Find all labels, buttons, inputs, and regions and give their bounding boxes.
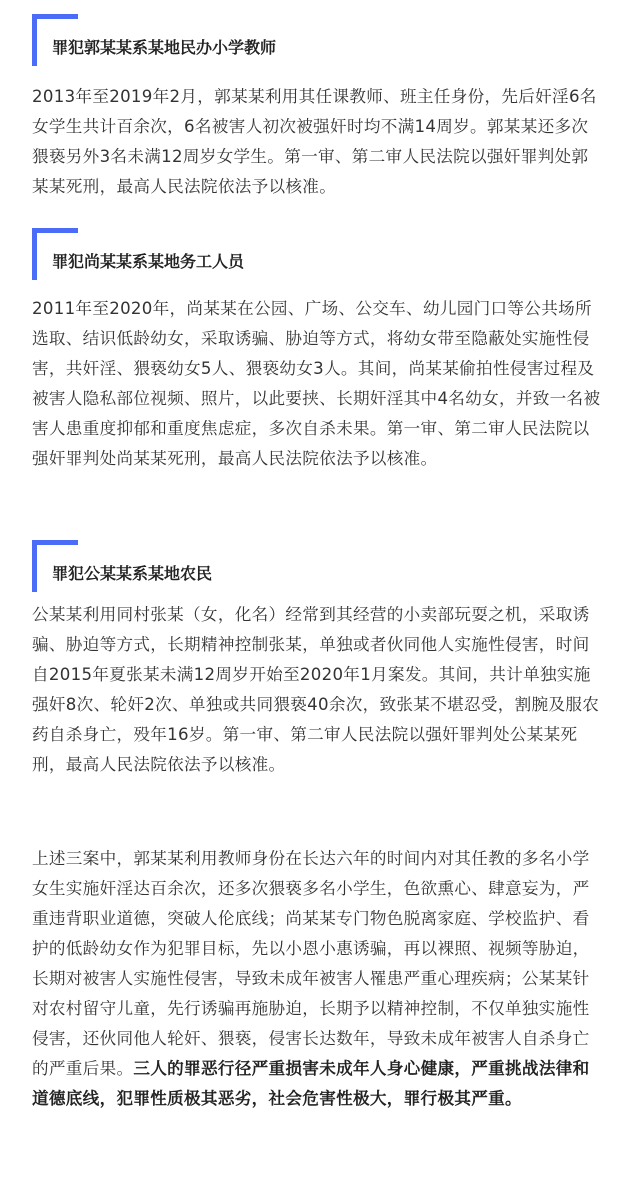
summary-emphasis-text: 三人的罪恶行径严重损害未成年人身心健康，严重挑战法律和道德底线，犯罪性质极其恶劣，社会危害性极大，罪行极其严重。 [32,1059,590,1108]
section-title: 罪犯公某某系某地农民 [52,564,213,583]
section-title: 罪犯尚某某系某地务工人员 [52,252,245,271]
section-body: 公某某利用同村张某（女，化名）经常到其经营的小卖部玩耍之机，采取诱骗、胁迫等方式，长期精神控制张某，单独或者伙同他人实施性侵害，时间自2015年夏张某未满12周岁开始至2020年1月案发。其间，共计单独实施强奸8次、轮奸2次、单独或共同猥亵40余次，致张某不堪忍受，割腕及服农药自杀身亡，殁年16岁。第一审、第二审人民法院以强奸罪判处公某某死刑，最高人民法院依法予以核准。 [32,605,600,774]
section-body: 2011年至2020年，尚某某在公园、广场、公交车、幼儿园门口等公共场所选取、结识低龄幼女，采取诱骗、胁迫等方式，将幼女带至隐蔽处实施性侵害，共奸淫、猥亵幼女5人、猥亵幼女3人。其间，尚某某偷拍性侵害过程及被害人隐私部位视频、照片，以此要挟、长期奸淫其中4名幼女，并致一名被害人患重度抑郁和重度焦虑症，多次自杀未果。第一审、第二审人民法院以强奸罪判处尚某某死刑，最高人民法院依法予以核准。 [32,299,601,468]
summary-paragraph [32,844,602,1114]
title-bracket-bar [32,48,37,66]
title-bracket-bar [32,262,37,280]
summary-text: 上述三案中，郭某某利用教师身份在长达六年的时间内对其任教的多名小学女生实施奸淫达百余次，还多次猥亵多名小学生，色欲熏心、肆意妄为，严重违背职业道德，突破人伦底线；尚某某专门物色脱离家庭、学校监护、看护的低龄幼女作为犯罪目标，先以小恩小惠诱骗，再以裸照、视频等胁迫，长期对被害人实施性侵害，导致未成年被害人罹患严重心理疾病；公某某针对农村留守儿童，先行诱骗再施胁迫，长期予以精神控制，不仅单独实施性侵害，还伙同他人轮奸、猥亵，侵害长达数年，导致未成年被害人自杀身亡的严重后果。 [32,849,590,1078]
section-body: 2013年至2019年2月，郭某某利用其任课教师、班主任身份，先后奸淫6名女学生共计百余次，6名被害人初次被强奸时均不满14周岁。郭某某还多次猥亵另外3名未满12周岁女学生。第一审、第二审人民法院以强奸罪判处郭某某死刑，最高人民法院依法予以核准。 [32,87,597,196]
section-title: 罪犯郭某某系某地民办小学教师 [52,38,277,57]
title-bracket-bar [32,574,37,592]
